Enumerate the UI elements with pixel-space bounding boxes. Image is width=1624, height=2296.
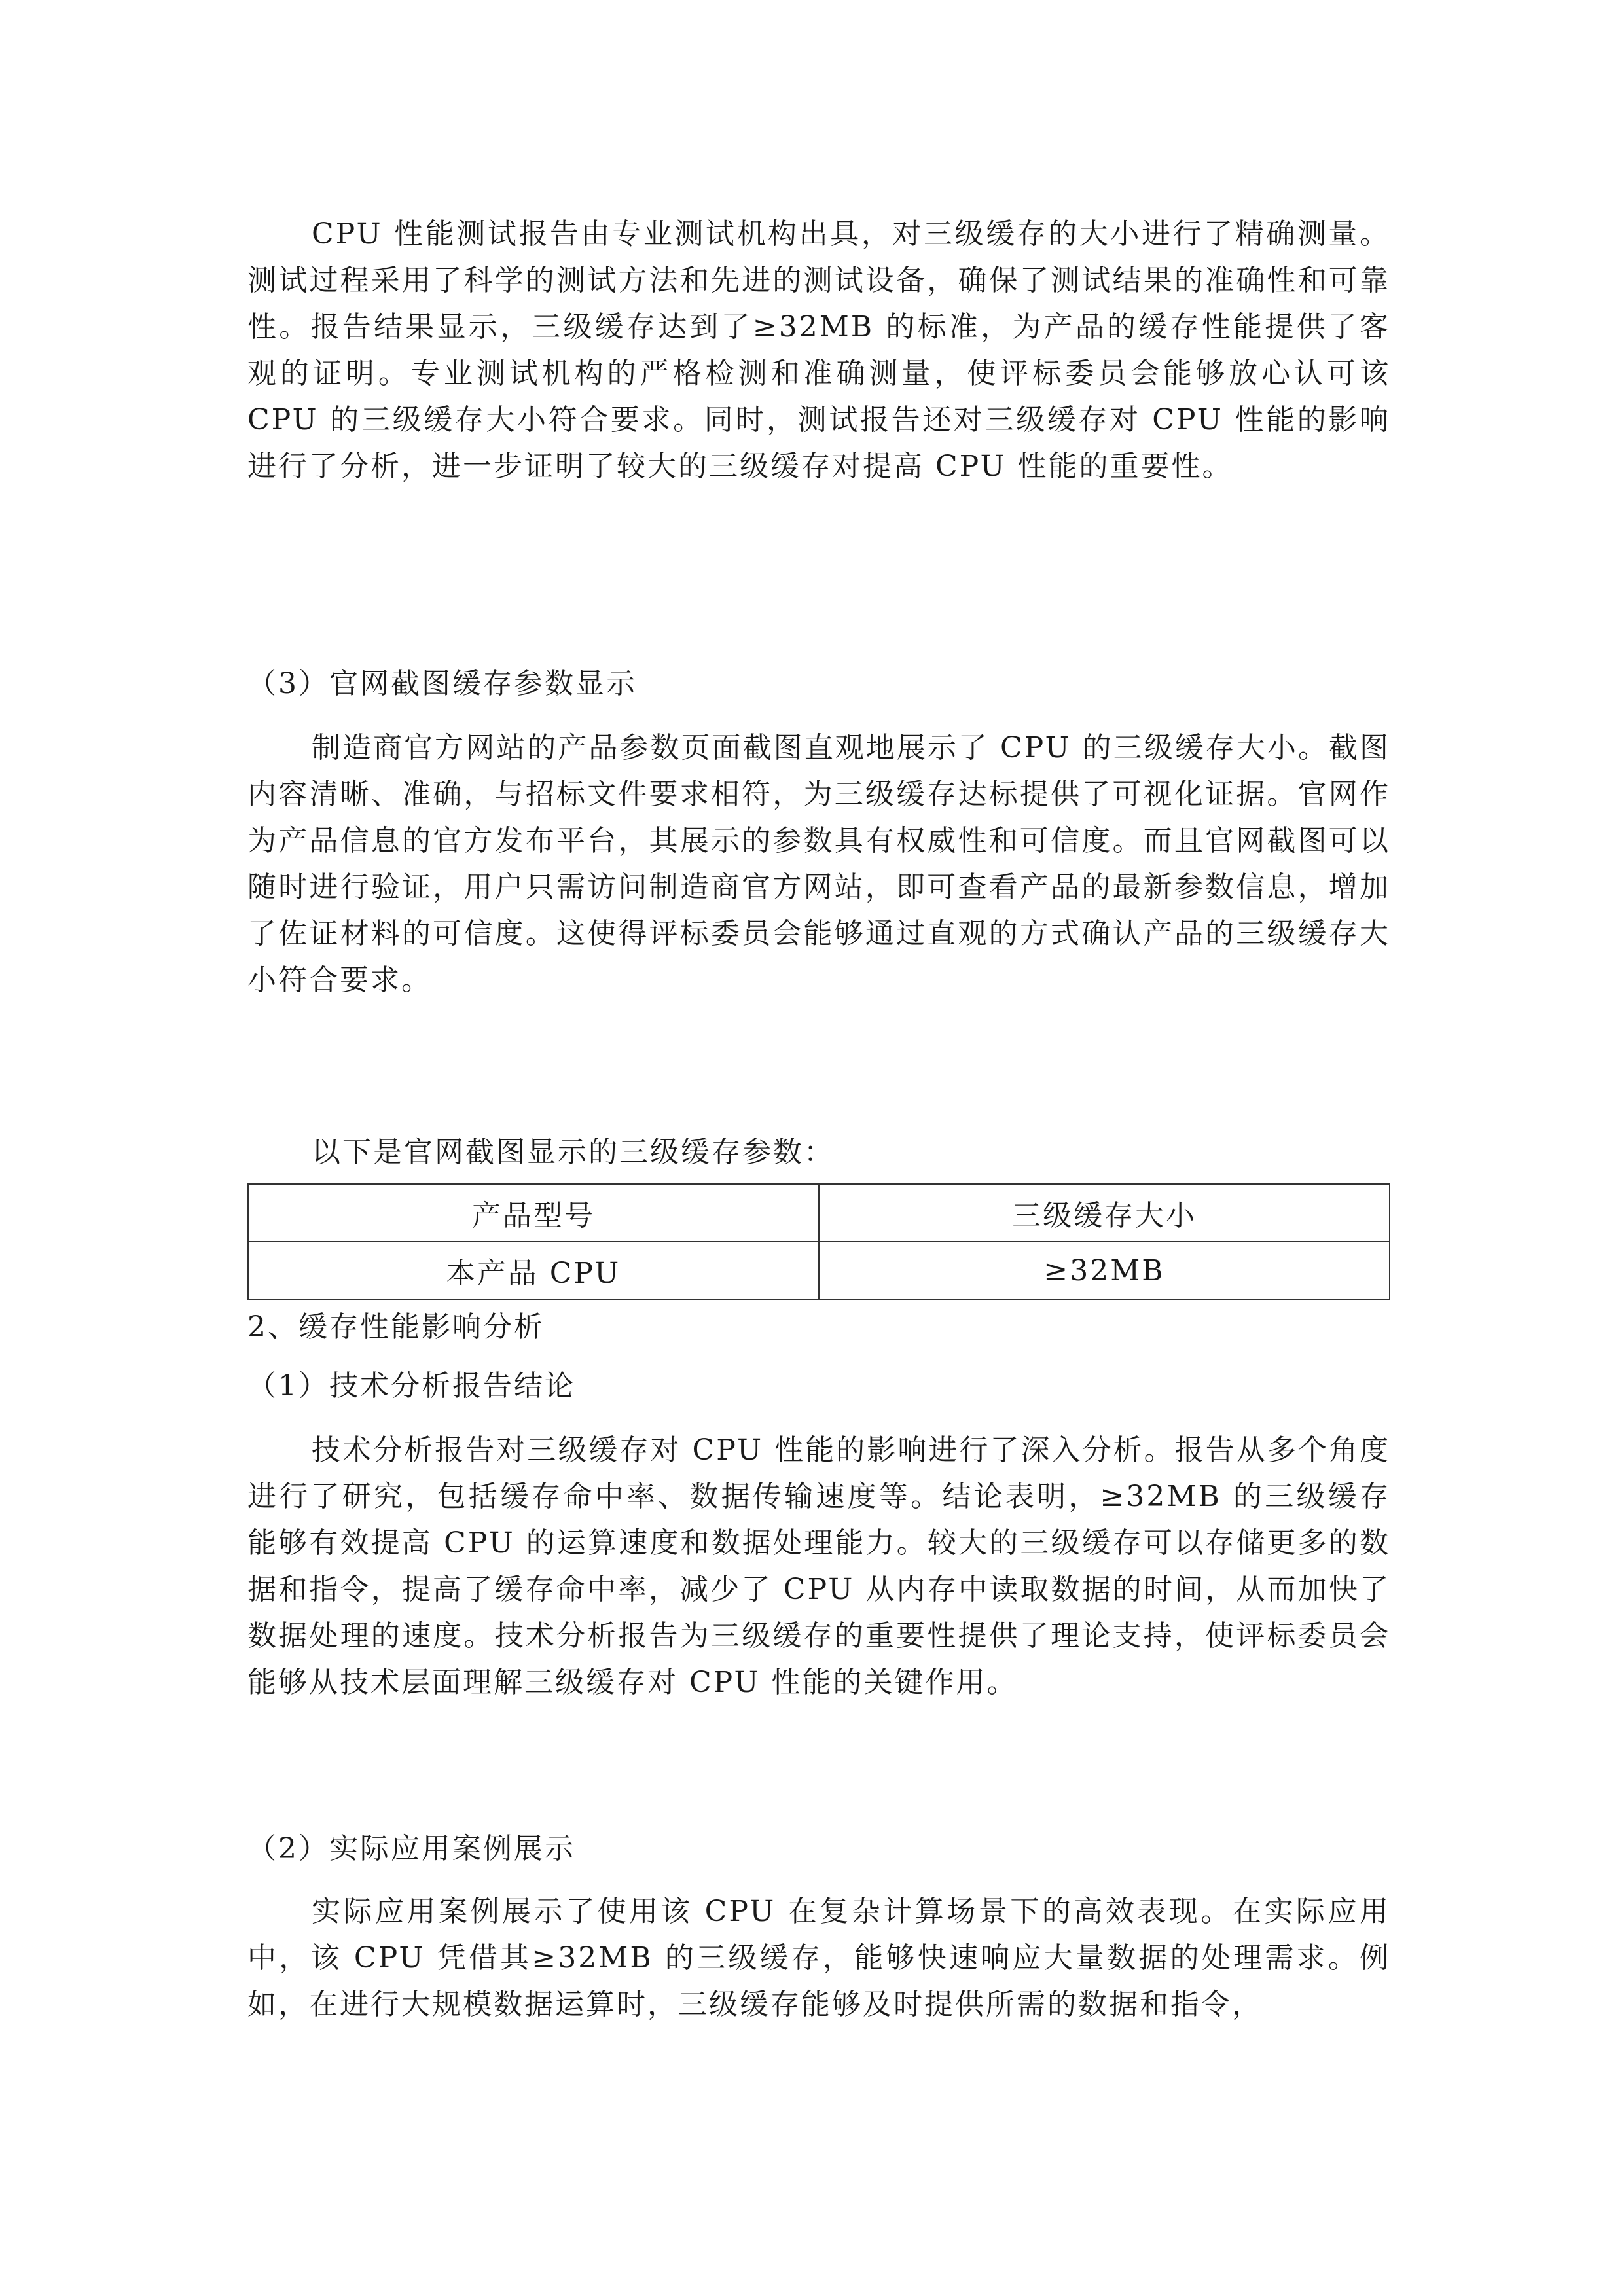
table-header-row bbox=[248, 1184, 1390, 1242]
cache-params-table bbox=[247, 1183, 1390, 1300]
table-header-cell: 产品型号 bbox=[248, 1184, 819, 1242]
table-row bbox=[248, 1242, 1390, 1299]
document-page bbox=[247, 0, 1390, 2296]
heading-application-cases: （2）实际应用案例展示 bbox=[247, 1832, 575, 1865]
paragraph-table-intro: 以下是官网截图显示的三级缓存参数： bbox=[312, 1136, 835, 1169]
paragraph-official-site: 制造商官方网站的产品参数页面截图直观地展示了 CPU 的三级缓存大小。截图内容清晰、准确，与招标文件要求相符，为三级缓存达标提供了可视化证据。官网作为产品信息的官方发布平台，其展示的参数具有权威性和可信度。而且官网截图可以随时进行验证，用户只需访问制造商官方网站，即可查看产品的最新参数信息，增加了佐证材料的可信度。这使得评标委员会能够通过直观的方式确认产品的三级缓存大小符合要求。 bbox=[247, 731, 1390, 997]
table-cell: 本产品 CPU bbox=[248, 1242, 819, 1299]
heading-official-site-screenshot: （3）官网截图缓存参数显示 bbox=[247, 667, 637, 700]
paragraph-technical-analysis: 技术分析报告对三级缓存对 CPU 性能的影响进行了深入分析。报告从多个角度进行了研究，包括缓存命中率、数据传输速度等。结论表明，≥32MB 的三级缓存能够有效提高 CPU 的运算速度和数据处理能力。较大的三级缓存可以存储更多的数据和指令，提高了缓存命中率，减少了 CPU 从内存中读取数据的时间，从而加快了数据处理的速度。技术分析报告为三级缓存的重要性提供了理论支持，使评标委员会能够从技术层面理解三级缓存对 CPU 性能的关键作用。 bbox=[247, 1433, 1390, 1699]
table-cell: ≥32MB bbox=[819, 1242, 1390, 1299]
paragraph-test-report: CPU 性能测试报告由专业测试机构出具，对三级缓存的大小进行了精确测量。测试过程采用了科学的测试方法和先进的测试设备，确保了测试结果的准确性和可靠性。报告结果显示，三级缓存达到了≥32MB 的标准，为产品的缓存性能提供了客观的证明。专业测试机构的严格检测和准确测量，使评标委员会能够放心认可该 CPU 的三级缓存大小符合要求。同时，测试报告还对三级缓存对 CPU 性能的影响进行了分析，进一步证明了较大的三级缓存对提高 CPU 性能的重要性。 bbox=[247, 217, 1390, 483]
table-header-cell: 三级缓存大小 bbox=[819, 1184, 1390, 1242]
paragraph-application-cases: 实际应用案例展示了使用该 CPU 在复杂计算场景下的高效表现。在实际应用中，该 CPU 凭借其≥32MB 的三级缓存，能够快速响应大量数据的处理需求。例如，在进行大规模数据运算时，三级缓存能够及时提供所需的数据和指令， bbox=[247, 1895, 1390, 2021]
heading-technical-report-conclusion: （1）技术分析报告结论 bbox=[247, 1369, 575, 1403]
heading-cache-performance-analysis: 2、缓存性能影响分析 bbox=[247, 1310, 545, 1344]
